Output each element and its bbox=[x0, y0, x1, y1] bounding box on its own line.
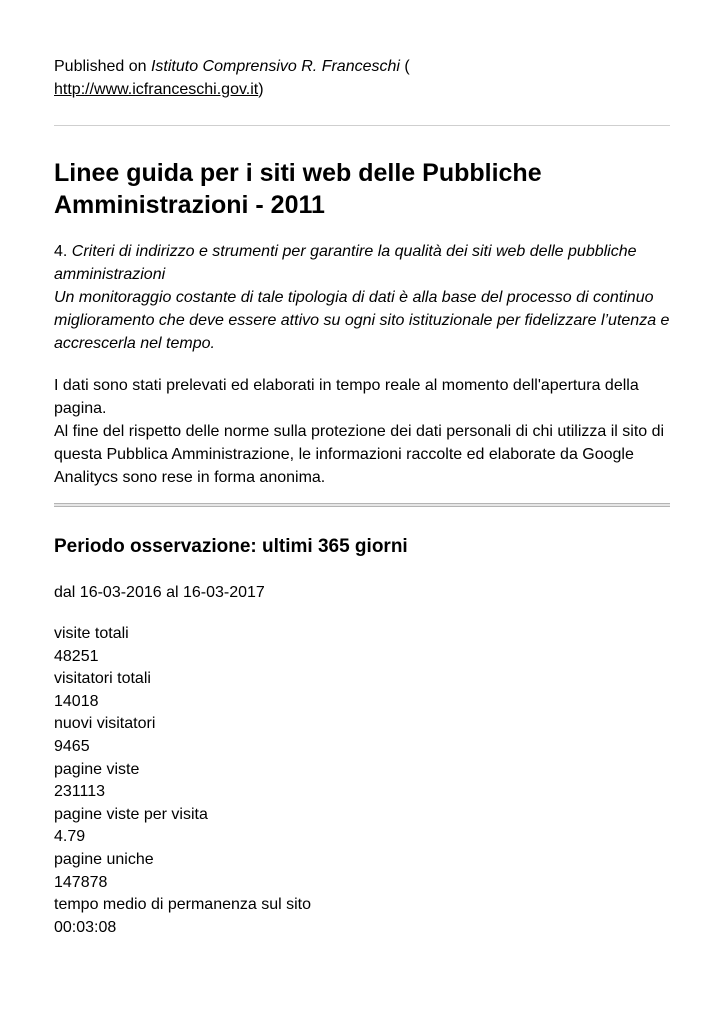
paren-open: ( bbox=[399, 58, 410, 75]
data-notice bbox=[54, 374, 670, 489]
intro-body: Un monitoraggio costante di tale tipologia di dati è alla base del processo di continuo miglioramento che deve essere attivo su ogni sito istituzionale per fidelizzare l’utenza e accrescerla nel tempo. bbox=[54, 289, 670, 352]
stat-label-tempo-medio: tempo medio di permanenza sul sito bbox=[54, 896, 312, 914]
period-range: dal 16-03-2016 al 16-03-2017 bbox=[54, 584, 265, 601]
header-divider bbox=[54, 125, 670, 126]
section-divider bbox=[54, 503, 670, 507]
stat-label-pagine-uniche: pagine uniche bbox=[54, 850, 154, 868]
intro-number: 4. bbox=[54, 243, 72, 260]
data-notice-line2: Al fine del rispetto delle norme sulla protezione dei dati personali di chi utilizza il sito di questa Pubblica Amministrazione, le informazioni raccolte ed elaborate da Google Analitycs sono rese in forma anonima. bbox=[54, 423, 665, 486]
stat-label-nuovi-visitatori: nuovi visitatori bbox=[54, 715, 156, 733]
stat-value-pagine-viste-per-visita: 4.79 bbox=[54, 828, 86, 846]
paren-close: ) bbox=[258, 81, 264, 98]
stat-label-pagine-viste: pagine viste bbox=[54, 760, 140, 778]
period-heading: Periodo osservazione: ultimi 365 giorni bbox=[54, 536, 408, 557]
intro-block bbox=[54, 240, 670, 355]
stat-value-visitatori-totali: 14018 bbox=[54, 692, 99, 710]
page-title: Linee guida per i siti web delle Pubbliche Amministrazioni - 2011 bbox=[54, 159, 542, 219]
stats-list bbox=[54, 623, 670, 939]
site-name: Istituto Comprensivo R. Franceschi bbox=[150, 58, 400, 75]
stat-label-visite-totali: visite totali bbox=[54, 625, 129, 642]
intro-heading: Criteri di indirizzo e strumenti per garantire la qualità dei siti web delle pubbliche amministrazioni bbox=[54, 243, 637, 283]
stat-value-visite-totali: 48251 bbox=[54, 647, 99, 665]
published-prefix: Published on bbox=[54, 58, 151, 75]
document-page bbox=[54, 55, 670, 939]
site-url-link[interactable]: http://www.icfranceschi.gov.it bbox=[54, 81, 259, 98]
stat-value-tempo-medio: 00:03:08 bbox=[54, 918, 117, 936]
stat-value-nuovi-visitatori: 9465 bbox=[54, 737, 90, 755]
published-line bbox=[54, 55, 670, 101]
data-notice-line1: I dati sono stati prelevati ed elaborati in tempo reale al momento dell'apertura della pagina. bbox=[54, 377, 639, 417]
stat-label-pagine-viste-per-visita: pagine viste per visita bbox=[54, 805, 208, 823]
stat-value-pagine-viste: 231113 bbox=[54, 783, 106, 801]
stat-label-visitatori-totali: visitatori totali bbox=[54, 670, 151, 688]
stat-value-pagine-uniche: 147878 bbox=[54, 873, 108, 891]
